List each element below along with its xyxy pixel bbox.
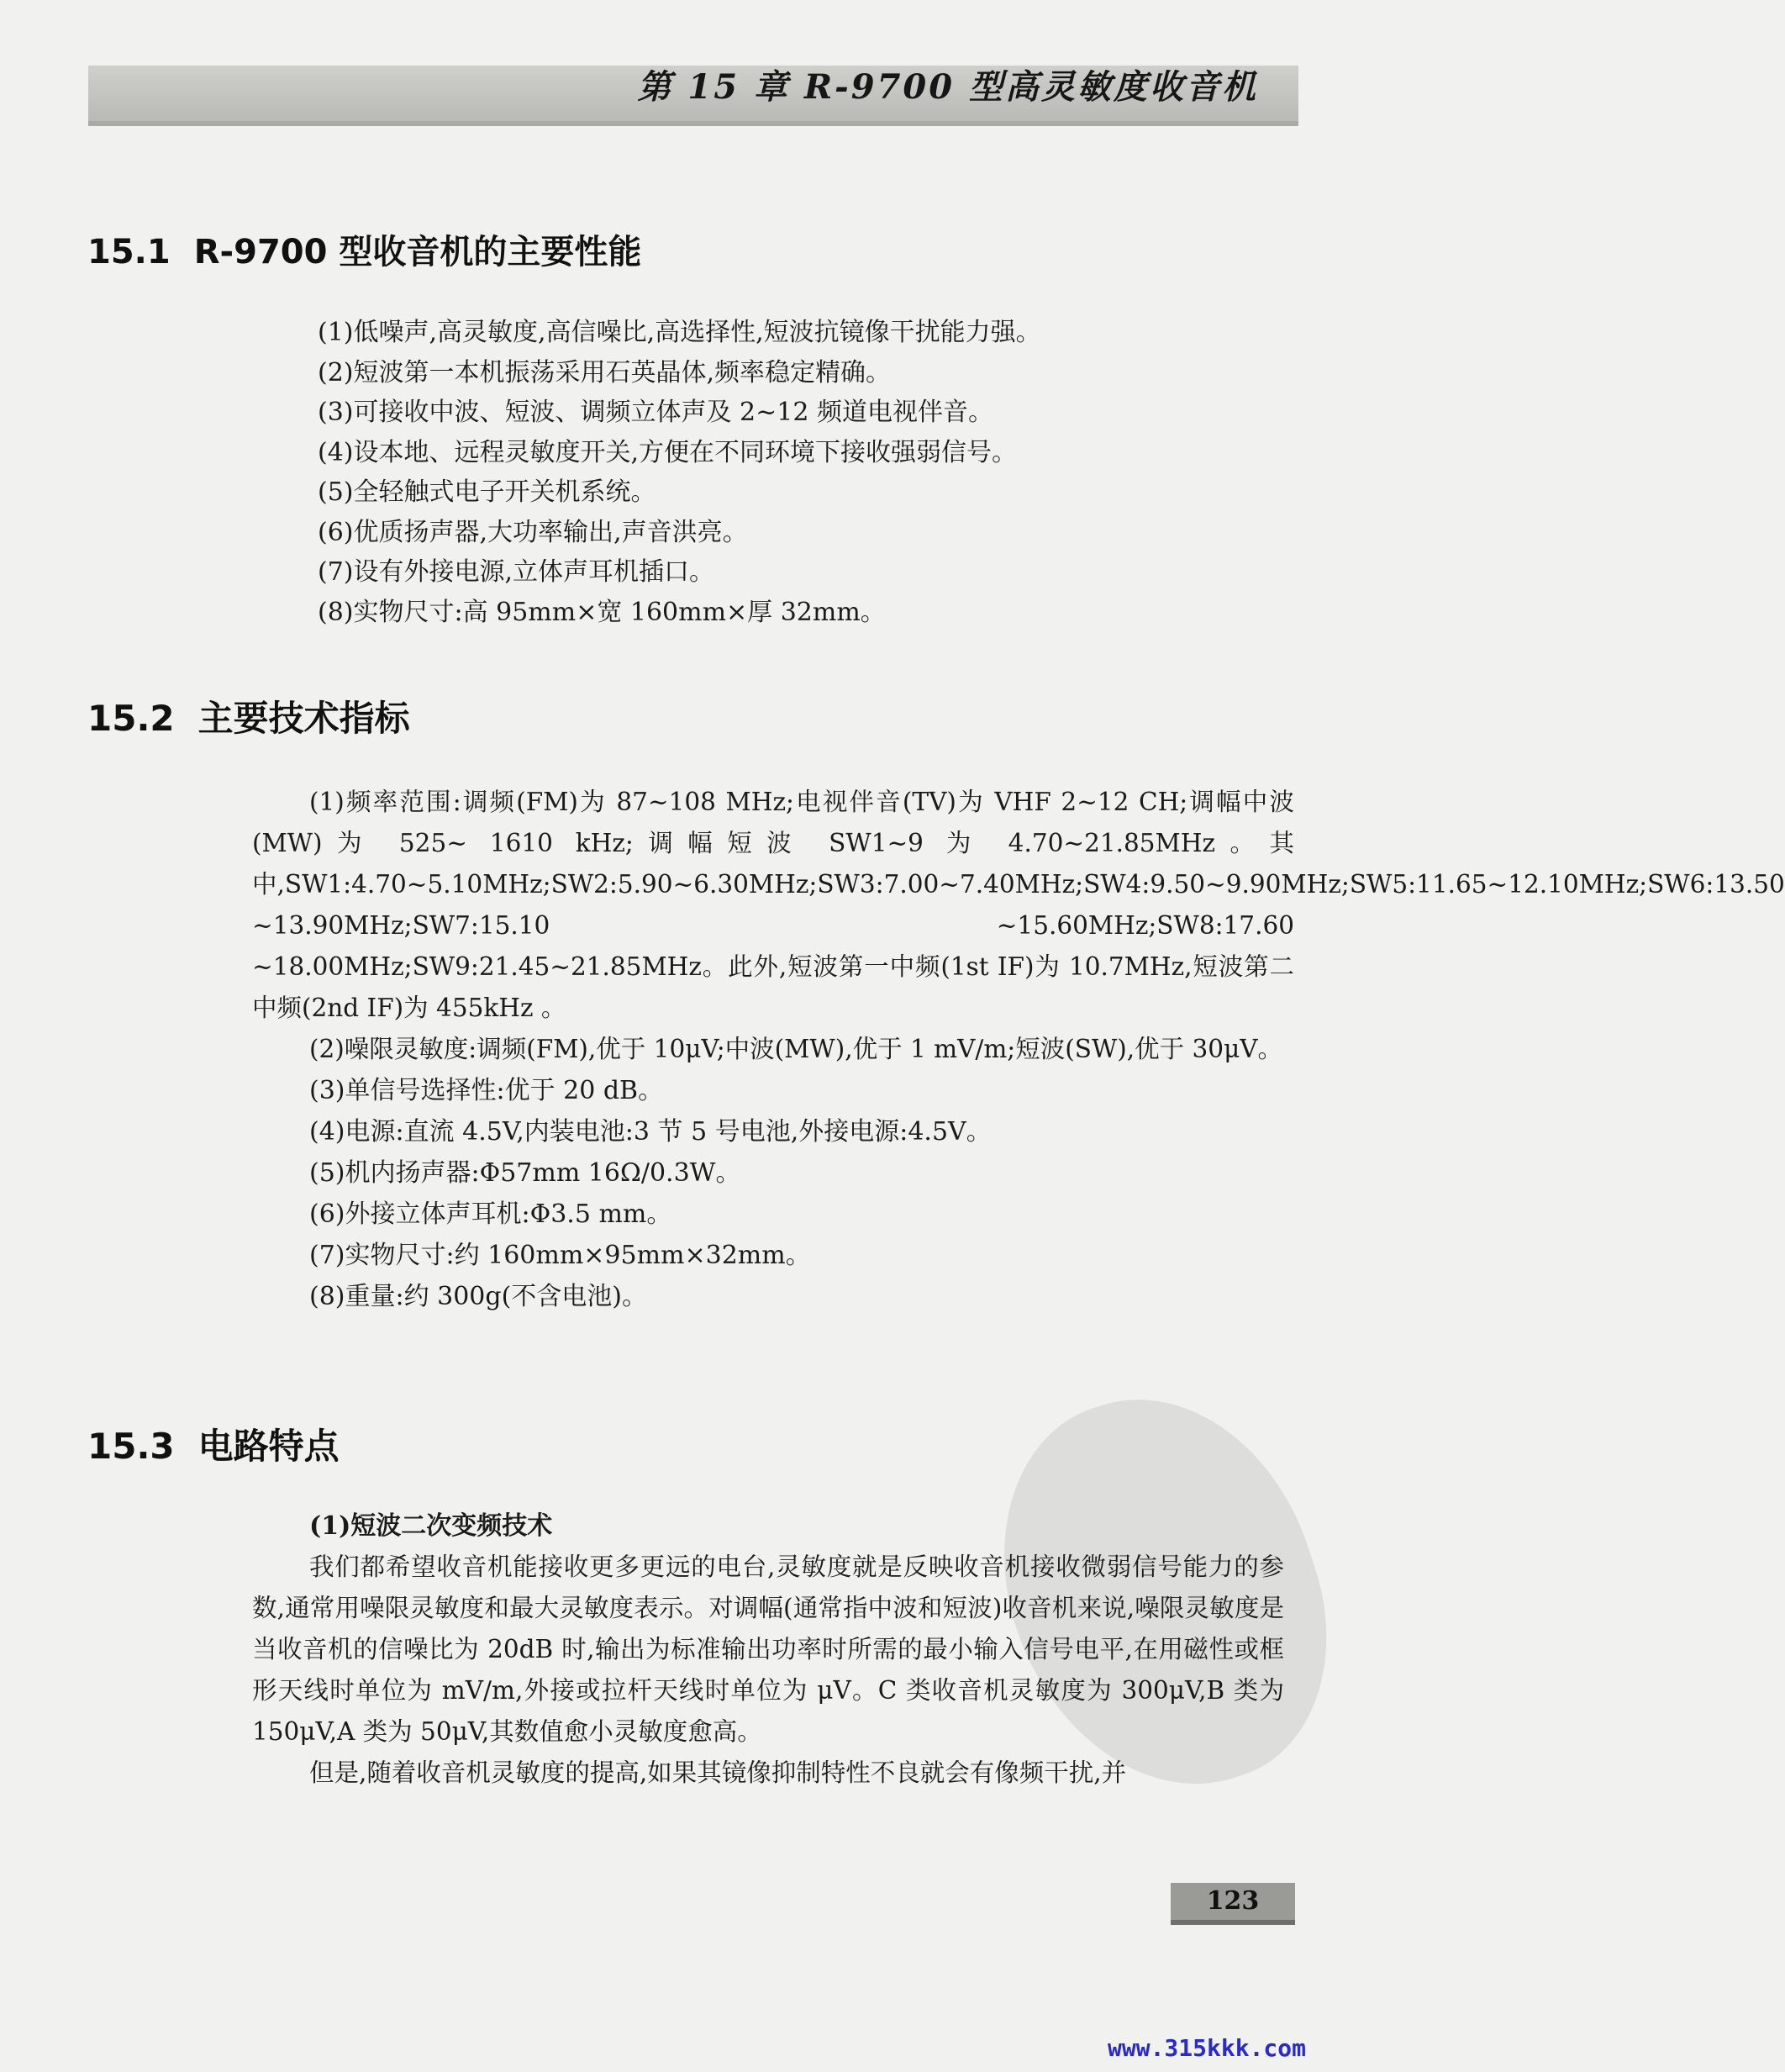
spec-paragraph: (1)频率范围:调频(FM)为 87~108 MHz;电视伴音(TV)为 VHF 2~12 CH;调幅中波(MW)为 525~ 1610 kHz;调幅短波 SW1~9 为 4.70~21.85MHz。其中,SW1:4.70~5.10MHz;SW2:5.90~6.30MHz;SW3:7.00~7.40MHz;SW4:9.50~9.90MHz;SW5:11.65~12.10MHz;SW6:13.50 ~13.90MHz;SW7:15.10 ~15.60MHz;SW8:17.60 ~18.00MHz;SW9:21.45~21.85MHz。此外,短波第一中频(1st IF)为 10.7MHz,短波第二中频(2nd IF)为 455kHz 。 <box>252 788 1785 1022</box>
list-item: (2)短波第一本机振荡采用石英晶体,频率稳定精确。 <box>318 357 892 388</box>
spec-line: (4)电源:直流 4.5V,内装电池:3 节 5 号电池,外接电源:4.5V。 <box>309 1117 992 1147</box>
watermark-url: www.315kkk.com <box>1108 2034 1307 2062</box>
spec-block <box>252 782 1785 1317</box>
page-number: 123 <box>1171 1883 1295 1920</box>
list-item: (1)低噪声,高灵敏度,高信噪比,高选择性,短波抗镜像干扰能力强。 <box>318 318 1041 347</box>
section-title: 电路特点 <box>197 1426 340 1467</box>
section-heading-15-3 <box>87 1419 340 1469</box>
spec-line: (3)单信号选择性:优于 20 dB。 <box>309 1076 664 1105</box>
spec-paragraph: (2)噪限灵敏度:调频(FM),优于 10μV;中波(MW),优于 1 mV/m;短波(SW),优于 30μV。 <box>309 1035 1283 1063</box>
list-item: (4)设本地、远程灵敏度开关,方便在不同环境下接收强弱信号。 <box>318 437 1018 467</box>
list-item: (5)全轻触式电子开关机系统。 <box>318 477 656 507</box>
section-title: R-9700 型收音机的主要性能 <box>193 233 642 272</box>
section-number: 15.3 <box>87 1426 175 1467</box>
section-number: 15.2 <box>87 698 175 739</box>
body-paragraph: 我们都希望收音机能接收更多更远的电台,灵敏度就是反映收音机接收微弱信号能力的参数,通常用噪限灵敏度和最大灵敏度表示。对调幅(通常指中波和短波)收音机来说,噪限灵敏度是当收音机的信噪比为 20dB 时,输出为标准输出功率时所需的最小输入信号电平,在用磁性或框形天线时单位为 mV/m,外接或拉杆天线时单位为 μV。C 类收音机灵敏度为 300μV,B 类为 150μV,A 类为 50μV,其数值愈小灵敏度愈高。 <box>252 1553 1284 1746</box>
list-item: (6)优质扬声器,大功率输出,声音洪亮。 <box>318 517 748 547</box>
body-paragraph: 但是,随着收音机灵敏度的提高,如果其镜像抑制特性不良就会有像频干扰,并 <box>309 1758 1127 1787</box>
page-number-bar <box>1171 1920 1295 1925</box>
list-item: (3)可接收中波、短波、调频立体声及 2~12 频道电视伴音。 <box>318 398 993 427</box>
performance-list <box>318 313 1284 632</box>
spec-line: (7)实物尺寸:约 160mm×95mm×32mm。 <box>309 1241 811 1270</box>
section-heading-15-1 <box>87 225 641 273</box>
list-item: (7)设有外接电源,立体声耳机插口。 <box>318 557 715 587</box>
subsection-title: (1)短波二次变频技术 <box>309 1511 553 1541</box>
spec-line: (6)外接立体声耳机:Φ3.5 mm。 <box>309 1199 672 1229</box>
section-heading-15-2 <box>87 691 410 741</box>
spec-line: (5)机内扬声器:Φ57mm 16Ω/0.3W。 <box>309 1158 741 1188</box>
spec-line: (8)重量:约 300g(不含电池)。 <box>309 1282 648 1311</box>
list-item: (8)实物尺寸:高 95mm×宽 160mm×厚 32mm。 <box>318 597 886 627</box>
body-text <box>252 1547 1284 1794</box>
chapter-title: 第 15 章 R-9700 型高灵敏度收音机 <box>637 67 1258 107</box>
section-title: 主要技术指标 <box>197 698 410 739</box>
section-number: 15.1 <box>87 233 171 272</box>
